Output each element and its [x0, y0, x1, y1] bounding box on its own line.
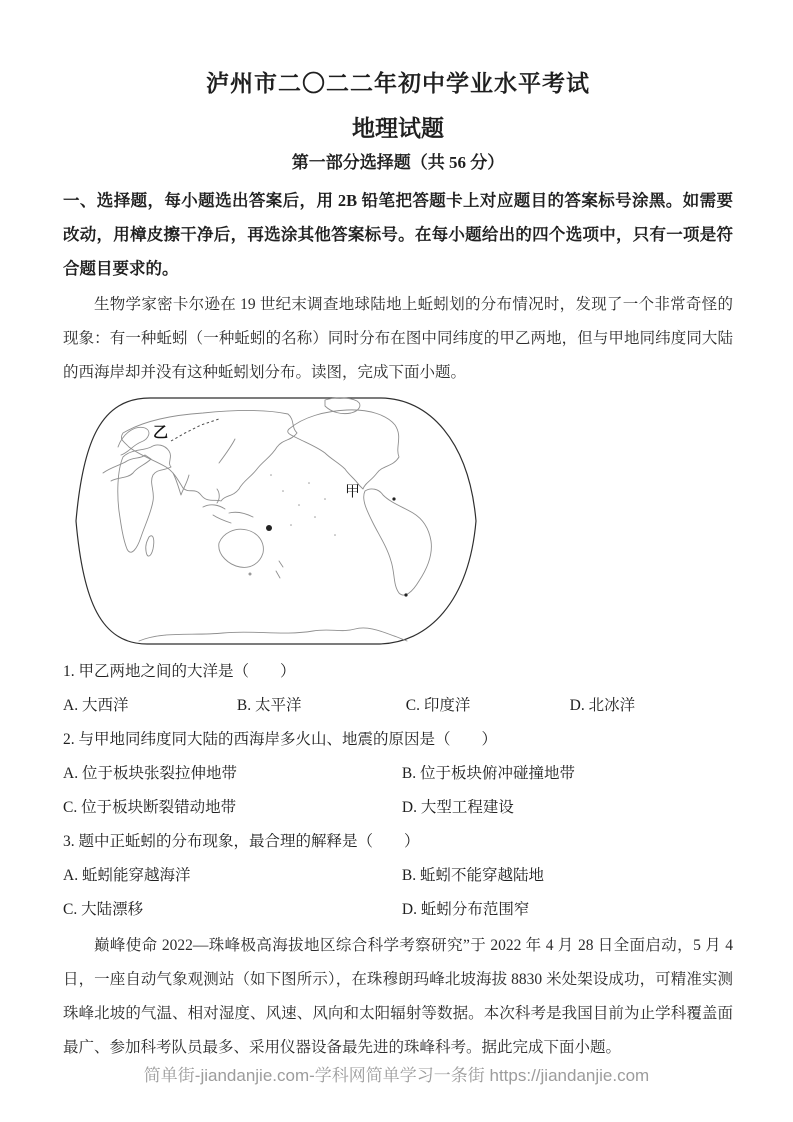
map-label-jia: 甲: [345, 484, 361, 500]
question-1-stem: 1. 甲乙两地之间的大洋是（ ）: [63, 663, 296, 680]
map-antarctica: [139, 628, 407, 641]
question-2-options-row-2: [63, 791, 733, 825]
map-new-zealand: [276, 561, 283, 578]
question-1-options: [63, 689, 733, 723]
instructions-text: 一、选择题，每小题选出答案后，用 2B 铅笔把答题卡上对应题目的答案标号涂黑。如需要改动，用樟皮擦干净后，再选涂其他答案标号。在每小题给出的四个选项中，只有一项是符合题目要求的。: [63, 191, 733, 278]
map-islet: [282, 490, 284, 492]
map-japan: [219, 439, 235, 463]
map-australia: [219, 529, 264, 567]
question-2-options-row-1: [63, 757, 733, 791]
exam-title: 泸州市二〇二二年初中学业水平考试: [206, 71, 590, 96]
question-2: [63, 723, 733, 825]
question-list: [63, 655, 733, 927]
map-ural-ridge: [171, 419, 219, 441]
map-islet: [314, 516, 316, 518]
option-3d: D. 蚯蚓分布范围窄: [401, 901, 530, 918]
map-south-america: [364, 489, 432, 595]
question-3-options-row-2: [63, 893, 733, 927]
option-1c: C. 印度洋: [405, 697, 471, 714]
map-border-outline: [76, 398, 476, 644]
option-2c: C. 位于板块断裂错动地带: [63, 799, 237, 816]
map-islet: [334, 534, 336, 536]
passage-everest: 巅峰使命 2022—珠峰极高海拔地区综合科学考察研究”于 2022 年 4 月 28 日全面启动，5 月 4 日，一座自动气象观测站（如下图所示），在珠穆朗玛峰北坡海拔 8830 米处架设成功，可精准实测珠峰北坡的气温、相对湿度、风速、风向和太阳辐射等数据。本次科考是我国目前为止学科覆盖面最广、参加科考队员最多、采用仪器设备最先进的珠峰科考。据此完成下面小题。: [63, 937, 733, 1056]
map-islet: [298, 504, 300, 506]
exam-subject-title: 地理试题: [352, 116, 444, 141]
map-madagascar: [146, 536, 154, 556]
option-2a: A. 位于板块张裂拉伸地带: [63, 765, 237, 782]
map-tasmania: [249, 573, 252, 576]
map-islet: [270, 474, 272, 476]
option-2d: D. 大型工程建设: [401, 799, 514, 816]
world-map-figure: [73, 395, 479, 647]
option-3a: A. 蚯蚓能穿越海洋: [63, 867, 191, 884]
question-3-stem: 3. 题中正蚯蚓的分布现象，最合理的解释是（ ）: [63, 833, 420, 850]
option-2b: B. 位于板块俯冲碰撞地带: [401, 765, 575, 782]
map-eurasia: [121, 411, 297, 502]
map-label-yi: 乙: [153, 425, 169, 441]
question-3: [63, 825, 733, 927]
map-patagonia-mark: [404, 593, 407, 596]
map-islet: [308, 482, 310, 484]
passage-earthworm: 生物学家密卡尔逊在 19 世纪末调查地球陆地上蚯蚓划的分布情况时，发现了一个非常奇怪的现象：有一种蚯蚓（一种蚯蚓的名称）同时分布在图中同纬度的甲乙两地，但与甲地同纬度同大陆的西海岸却并没有这种蚯蚓划分布。读图，完成下面小题。: [63, 296, 733, 381]
question-2-stem: 2. 与甲地同纬度同大陆的西海岸多火山、地震的原因是（ ）: [63, 731, 498, 748]
map-andes-mark: [392, 497, 395, 500]
question-1: [63, 655, 733, 723]
map-islet: [324, 498, 326, 500]
map-indonesia: [203, 505, 253, 523]
option-1a: A. 大西洋: [63, 697, 129, 714]
option-3b: B. 蚯蚓不能穿越陆地: [401, 867, 544, 884]
world-map-svg: [73, 395, 479, 647]
option-3c: C. 大陆漂移: [63, 901, 144, 918]
option-1b: B. 太平洋: [236, 697, 302, 714]
watermark-footer: 简单街-jiandanjie.com-学科网简单学习一条街 https://jiandanjie.com: [143, 1066, 650, 1085]
question-3-options-row-1: [63, 859, 733, 893]
map-europe: [103, 455, 151, 481]
map-new-guinea-mark: [266, 525, 272, 531]
map-islet: [290, 524, 292, 526]
map-africa: [118, 445, 171, 552]
map-north-america: [288, 410, 399, 489]
section-header: 第一部分选择题（共 56 分）: [291, 153, 505, 172]
option-1d: D. 北冰洋: [569, 697, 636, 714]
